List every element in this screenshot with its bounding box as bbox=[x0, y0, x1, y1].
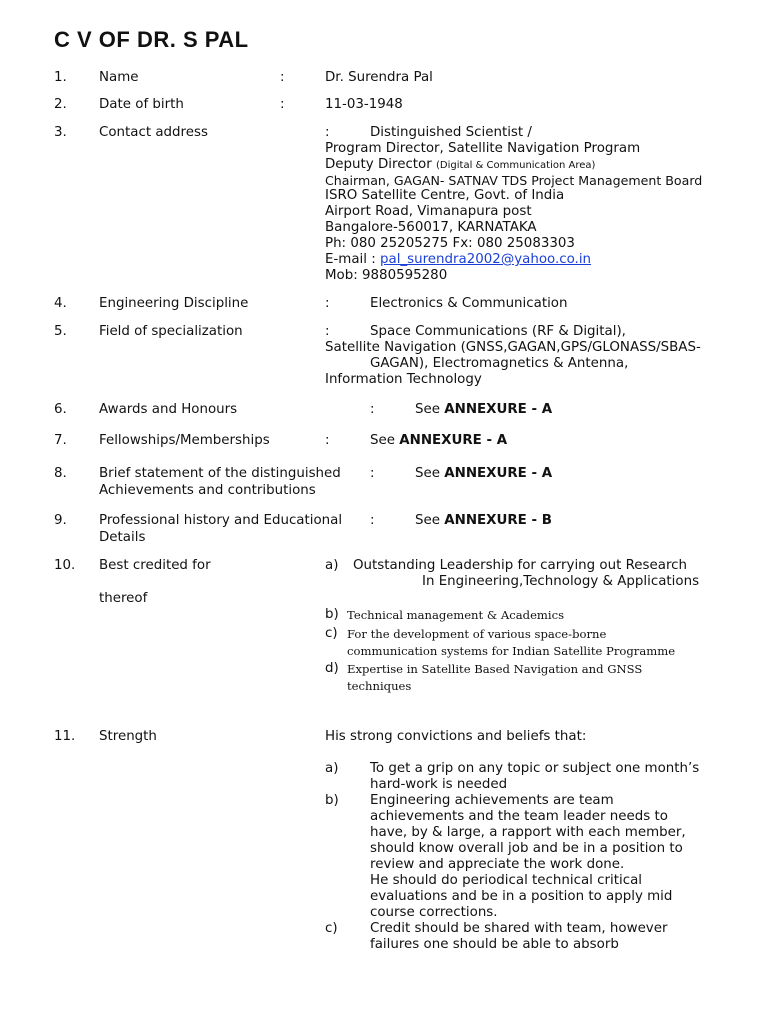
strength-line: failures one should be able to absorb bbox=[370, 937, 619, 952]
page-title: C V OF DR. S PAL bbox=[54, 27, 249, 52]
field-label: Achievements and contributions bbox=[99, 483, 316, 498]
field-label: Fellowships/Memberships bbox=[99, 433, 270, 448]
annexure-reference bbox=[415, 466, 552, 482]
address-line: Ph: 080 25205275 Fx: 080 25083303 bbox=[325, 236, 575, 251]
field-value-dob: 11-03-1948 bbox=[325, 97, 403, 112]
see-text: See bbox=[415, 402, 440, 417]
colon-separator: : bbox=[325, 296, 330, 311]
item-number: 1. bbox=[54, 70, 67, 85]
item-number: 11. bbox=[54, 729, 76, 744]
annexure-link-text: ANNEXURE - A bbox=[444, 466, 553, 481]
address-line: Distinguished Scientist / bbox=[370, 125, 532, 140]
annexure-reference bbox=[415, 402, 552, 418]
item-number: 5. bbox=[54, 324, 67, 339]
colon-separator: : bbox=[325, 125, 330, 140]
annexure-link-text: ANNEXURE - A bbox=[444, 402, 553, 417]
colon-separator: : bbox=[370, 513, 375, 528]
item-number: 2. bbox=[54, 97, 67, 112]
annexure-reference bbox=[415, 513, 552, 529]
credit-line: communication systems for Indian Satellite Programme bbox=[347, 644, 676, 658]
credit-line: Expertise in Satellite Based Navigation and GNSS bbox=[347, 662, 643, 676]
annexure-link-text: ANNEXURE - A bbox=[399, 433, 508, 448]
specialization-line: Satellite Navigation (GNSS,GAGAN,GPS/GLONASS/SBAS- bbox=[325, 340, 701, 355]
colon-separator: : bbox=[370, 466, 375, 481]
list-letter: b) bbox=[325, 607, 339, 622]
item-number: 6. bbox=[54, 402, 67, 417]
address-line bbox=[325, 252, 591, 268]
address-line: ISRO Satellite Centre, Govt. of India bbox=[325, 188, 565, 203]
item-number: 7. bbox=[54, 433, 67, 448]
colon-separator: : bbox=[325, 433, 330, 448]
see-text: See bbox=[370, 433, 395, 448]
field-value-name: Dr. Surendra Pal bbox=[325, 70, 433, 85]
list-letter: a) bbox=[325, 761, 339, 776]
strength-line: hard-work is needed bbox=[370, 777, 508, 792]
address-line bbox=[325, 157, 595, 174]
field-label: Details bbox=[99, 530, 146, 545]
colon-separator: : bbox=[325, 324, 330, 339]
specialization-line: Space Communications (RF & Digital), bbox=[370, 324, 626, 339]
address-line: Airport Road, Vimanapura post bbox=[325, 204, 532, 219]
field-label: Field of specialization bbox=[99, 324, 243, 339]
item-number: 10. bbox=[54, 558, 76, 573]
email-link[interactable]: pal_surendra2002@yahoo.co.in bbox=[380, 252, 592, 267]
field-label: Contact address bbox=[99, 125, 208, 140]
strength-line: He should do periodical technical critical bbox=[370, 873, 642, 888]
specialization-line: GAGAN), Electromagnetics & Antenna, bbox=[370, 356, 629, 371]
annexure-reference bbox=[370, 433, 507, 449]
strength-line: should know overall job and be in a position to bbox=[370, 841, 683, 856]
strength-line: achievements and the team leader needs to bbox=[370, 809, 668, 824]
field-label: thereof bbox=[99, 591, 148, 606]
credit-line: techniques bbox=[347, 679, 412, 693]
strength-line: review and appreciate the work done. bbox=[370, 857, 625, 872]
item-number: 3. bbox=[54, 125, 67, 140]
field-label: Engineering Discipline bbox=[99, 296, 249, 311]
specialization-line: Information Technology bbox=[325, 372, 482, 387]
field-label: Date of birth bbox=[99, 97, 184, 112]
credit-line: Outstanding Leadership for carrying out Research bbox=[353, 558, 688, 573]
field-label: Brief statement of the distinguished bbox=[99, 466, 341, 481]
list-letter: b) bbox=[325, 793, 339, 808]
credit-line: In Engineering,Technology & Applications bbox=[422, 574, 700, 589]
credit-line: Technical management & Academics bbox=[347, 608, 565, 622]
see-text: See bbox=[415, 466, 440, 481]
list-letter: c) bbox=[325, 921, 338, 936]
address-deputy-area: (Digital & Communication Area) bbox=[436, 160, 596, 171]
strength-line: To get a grip on any topic or subject one month’s bbox=[370, 761, 700, 776]
list-letter: d) bbox=[325, 661, 339, 676]
colon-separator: : bbox=[280, 97, 285, 112]
strength-intro: His strong convictions and beliefs that: bbox=[325, 729, 587, 744]
address-line: Chairman, GAGAN- SATNAV TDS Project Management Board bbox=[325, 173, 703, 188]
address-line: Bangalore-560017, KARNATAKA bbox=[325, 220, 537, 235]
strength-line: evaluations and be in a position to apply mid bbox=[370, 889, 673, 904]
strength-line: course corrections. bbox=[370, 905, 498, 920]
address-line: Program Director, Satellite Navigation Program bbox=[325, 141, 641, 156]
strength-line: have, by & large, a rapport with each member, bbox=[370, 825, 686, 840]
credit-line: For the development of various space-borne bbox=[347, 627, 607, 641]
item-number: 8. bbox=[54, 466, 67, 481]
field-value-discipline: Electronics & Communication bbox=[370, 296, 568, 311]
field-label: Name bbox=[99, 70, 139, 85]
strength-line: Credit should be shared with team, however bbox=[370, 921, 668, 936]
strength-line: Engineering achievements are team bbox=[370, 793, 614, 808]
colon-separator: : bbox=[280, 70, 285, 85]
item-number: 9. bbox=[54, 513, 67, 528]
list-letter: a) bbox=[325, 558, 339, 573]
colon-separator: : bbox=[370, 402, 375, 417]
item-number: 4. bbox=[54, 296, 67, 311]
email-label: E-mail : bbox=[325, 252, 381, 267]
address-deputy: Deputy Director bbox=[325, 157, 432, 172]
see-text: See bbox=[415, 513, 440, 528]
field-label: Professional history and Educational bbox=[99, 513, 343, 528]
annexure-link-text: ANNEXURE - B bbox=[444, 513, 552, 528]
field-label: Strength bbox=[99, 729, 157, 744]
field-label: Awards and Honours bbox=[99, 402, 238, 417]
list-letter: c) bbox=[325, 626, 338, 641]
field-label: Best credited for bbox=[99, 558, 211, 573]
address-line: Mob: 9880595280 bbox=[325, 268, 448, 283]
